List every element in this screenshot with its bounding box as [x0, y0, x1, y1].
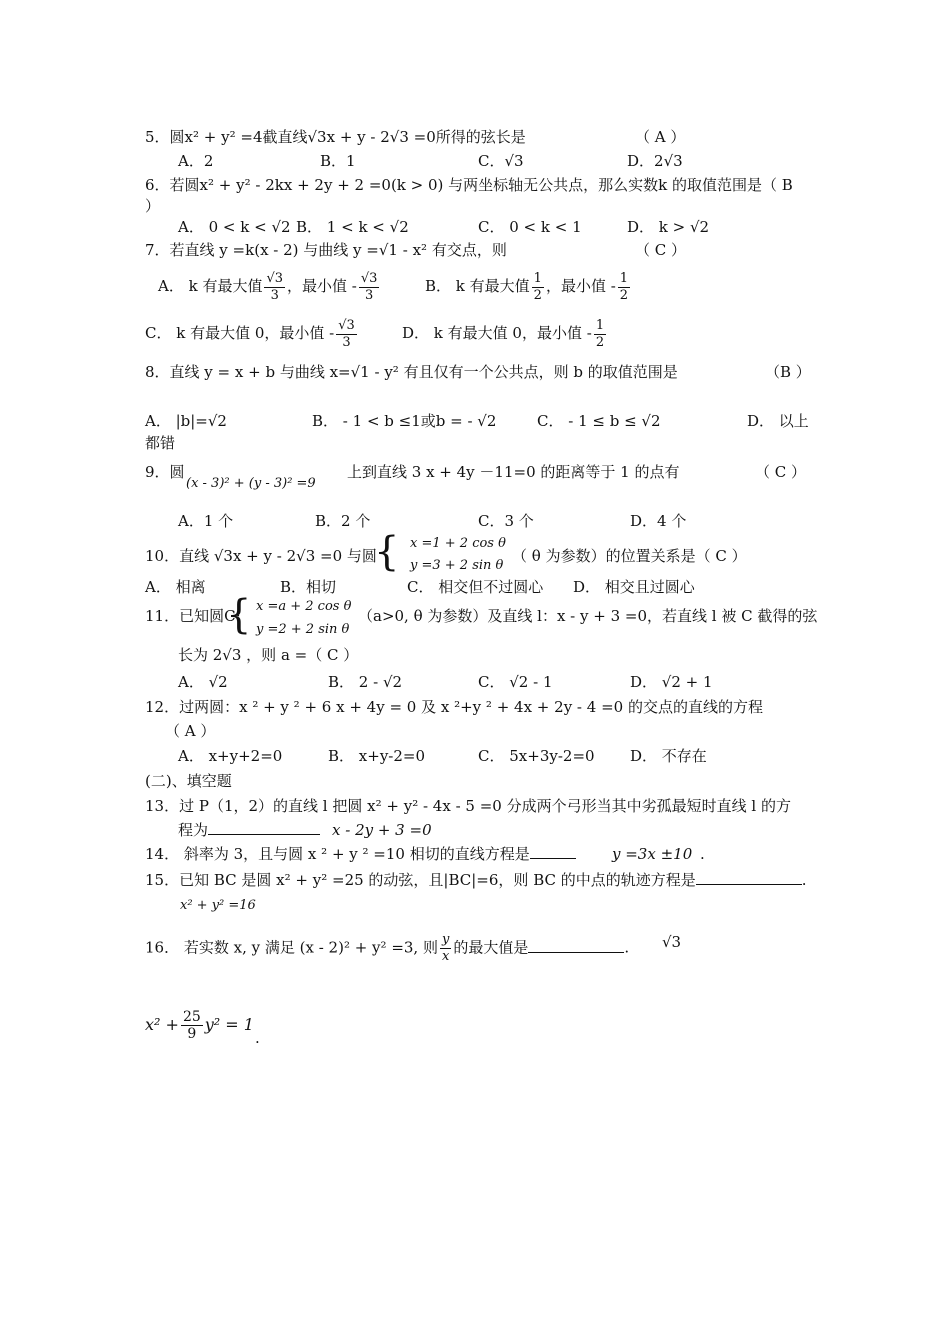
q12-stem: 12．过两圆：x ² + y ² + 6 x + 4y = 0 及 x ²+y ² + 4x + 2y - 4 =0 的交点的直线的方程 [145, 698, 763, 716]
q6-option-b: B． 1 < k < √2 [296, 218, 409, 236]
q5-option-b: B．1 [320, 152, 356, 170]
q12-option-d: D． 不存在 [630, 747, 707, 765]
q7-option-a-max-fraction: $\frac{√3}{3}$ [266, 270, 284, 303]
ellipse-equation-fraction: $\frac{25}{9}$ [182, 1009, 201, 1042]
q12-option-a: A． x+y+2=0 [178, 747, 283, 765]
q7-answer: （ C ） [635, 241, 687, 259]
q11-stem-line-2: 长为 2√3 ，则 a =（ C ） [178, 646, 359, 664]
q11-system-line-1: x =a + 2 cos θ [256, 599, 352, 614]
q9-stem-prefix: 9．圆 [145, 463, 185, 481]
q14-answer: y =3x ±10 [612, 845, 693, 863]
q9-option-a: A．1 个 [178, 512, 234, 530]
q6-option-a: A． 0 < k < √2 [178, 218, 291, 236]
q10-system-brace: { [374, 529, 400, 575]
q5-option-c: C．√3 [478, 152, 524, 170]
q7-option-c: C． k 有最大值 0，最小值 - $\frac{√3}{3}$ [145, 317, 355, 350]
q15-answer-blank [696, 870, 802, 885]
q7-option-d-min-fraction: $\frac{1}{2}$ [595, 317, 605, 350]
ellipse-equation: x² + $\frac{25}{9}$ y² = 1 [145, 1009, 254, 1042]
q9-stem-suffix: 上到直线 3 x + 4y －11=0 的距离等于 1 的点有 [347, 463, 680, 481]
q8-option-a: A． |b|=√2 [145, 412, 227, 430]
q10-option-c: C． 相交但不过圆心 [407, 578, 544, 596]
q5-option-a: A．2 [178, 152, 214, 170]
q10-option-a: A． 相离 [145, 578, 206, 596]
q11-stem-suffix: （a>0, θ 为参数）及直线 l：x - y + 3 =0，若直线 l 被 C 截得的弦 [358, 607, 818, 625]
q12-answer: （ A ） [165, 722, 216, 740]
q7-option-b-min-fraction: $\frac{1}{2}$ [619, 270, 629, 303]
q10-option-d: D． 相交且过圆心 [573, 578, 695, 596]
q9-option-c: C．3 个 [478, 512, 534, 530]
q6-stem: 6．若圆x² + y² - 2kx + 2y + 2 =0(k > 0) 与两坐标轴无公共点，那么实数k 的取值范围是（ B [145, 176, 793, 194]
q7-option-d: D． k 有最大值 0，最小值 - $\frac{1}{2}$ [402, 317, 605, 350]
q12-option-b: B． x+y-2=0 [328, 747, 426, 765]
q9-option-d: D．4 个 [630, 512, 687, 530]
q8-option-c: C． - 1 ≤ b ≤ √2 [537, 412, 661, 430]
q11-option-c: C． √2 - 1 [478, 673, 553, 691]
q10-stem-prefix: 10．直线 √3x + y - 2√3 =0 与圆 [145, 547, 377, 565]
q9-circle-equation: (x - 3)² + (y - 3)² =9 [186, 476, 316, 491]
ellipse-equation-end: . [255, 1029, 260, 1047]
q15-answer: x² + y² =16 [180, 898, 256, 913]
q14-stem: 14． 斜率为 3，且与圆 x ² + y ² =10 相切的直线方程是 [145, 844, 576, 864]
q13-line-2: 程为 [178, 820, 320, 840]
q7-stem: 7．若直线 y =k(x - 2) 与曲线 y =√1 - x² 有交点，则 [145, 241, 507, 259]
q8-stem: 8．直线 y = x + b 与曲线 x=√1 - y² 有且仅有一个公共点，则 b 的取值范围是 [145, 363, 678, 381]
q7-option-b: B． k 有最大值 $\frac{1}{2}$ ，最小值 - $\frac{1}{2}$ [425, 270, 629, 303]
q16-fraction: $\frac{y}{x}$ [441, 932, 450, 964]
q6-option-d: D． k > √2 [627, 218, 710, 236]
q8-option-d-tail: 都错 [145, 434, 176, 452]
q10-system-line-1: x =1 + 2 cos θ [410, 536, 506, 551]
q10-option-b: B．相切 [280, 578, 337, 596]
q13-answer-blank [208, 820, 320, 835]
q14-answer-blank [530, 844, 576, 859]
q12-option-c: C． 5x+3y-2=0 [478, 747, 595, 765]
q16-stem: 16． 若实数 x, y 满足 (x - 2)² + y² =3, 则 $\frac{y}{x}$ 的最大值是 . [145, 932, 630, 964]
q5-option-d: D．2√3 [627, 152, 683, 170]
q6-stem-tail: ） [145, 197, 161, 215]
q8-option-d: D． 以上 [747, 412, 809, 430]
q10-stem-suffix: （ θ 为参数）的位置关系是（ C ） [512, 547, 747, 565]
q7-option-c-min-fraction: $\frac{√3}{3}$ [338, 317, 355, 350]
q10-system-line-2: y =3 + 2 sin θ [410, 558, 504, 573]
q11-option-a: A． √2 [178, 673, 228, 691]
q11-system-brace: { [226, 592, 252, 638]
q9-option-b: B．2 个 [315, 512, 371, 530]
q5-stem: 5．圆x² + y² =4截直线√3x + y - 2√3 =0所得的弦长是 [145, 128, 526, 146]
q7-option-b-max-fraction: $\frac{1}{2}$ [533, 270, 542, 303]
section-heading-fill-in: (二)、填空题 [145, 772, 232, 790]
q7-option-a-min-fraction: $\frac{√3}{3}$ [360, 270, 378, 303]
q11-stem-prefix: 11．已知圆C: [145, 607, 241, 625]
q15-stem: 15．已知 BC 是圆 x² + y² =25 的动弦，且|BC|=6，则 BC 的中点的轨迹方程是 . [145, 871, 807, 889]
q11-system-line-2: y =2 + 2 sin θ [256, 622, 350, 637]
q16-answer-blank [528, 938, 624, 953]
q11-option-b: B． 2 - √2 [328, 673, 403, 691]
q13-stem: 13．过 P（1，2）的直线 l 把圆 x² + y² - 4x - 5 =0 分成两个弓形当其中劣孤最短时直线 l 的方 [145, 797, 791, 815]
q16-answer: √3 [662, 933, 682, 951]
q8-option-b: B． - 1 < b ≤1或b = - √2 [312, 412, 497, 430]
q8-answer: （B ） [765, 363, 811, 381]
q11-option-d: D． √2 + 1 [630, 673, 713, 691]
q9-answer: （ C ） [755, 463, 807, 481]
q13-answer: x - 2y + 3 =0 [332, 821, 432, 839]
q7-option-a: A． k 有最大值 $\frac{√3}{3}$ ，最小值 - $\frac{√3}{3}$ [158, 270, 378, 303]
q5-answer: （ A ） [635, 128, 686, 146]
q6-option-c: C． 0 < k < 1 [478, 218, 582, 236]
q14-end: . [700, 845, 705, 863]
